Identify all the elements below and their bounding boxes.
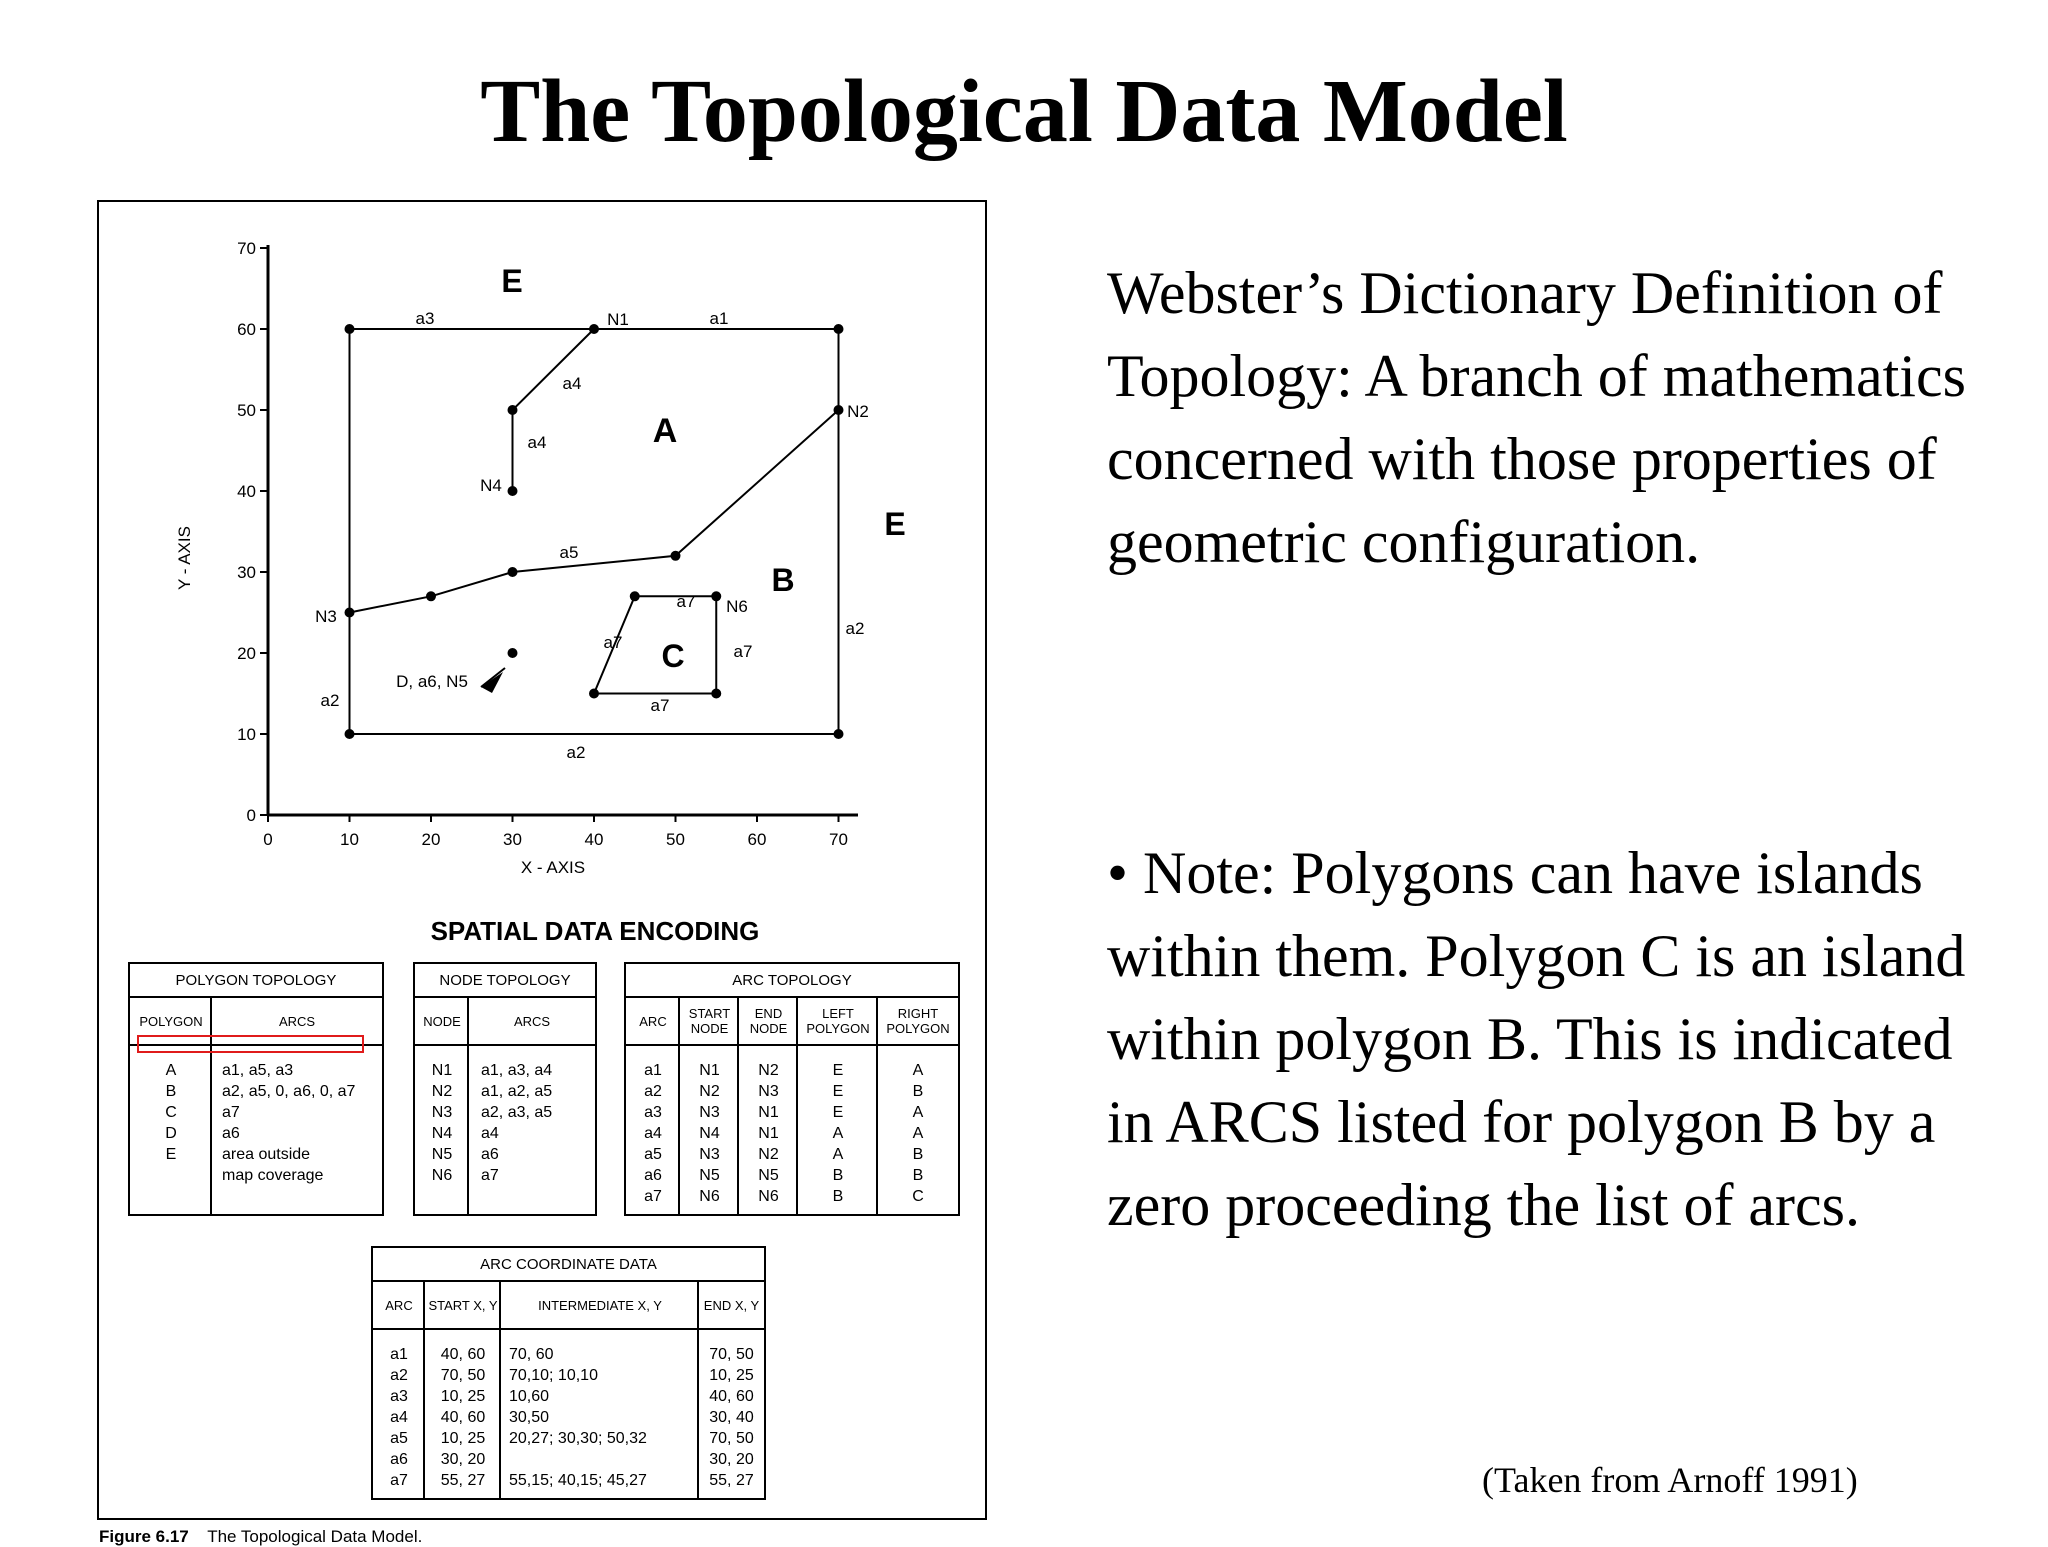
arcs-column-header: ARCS	[212, 998, 382, 1046]
arc-label-a7-bottom: a7	[650, 696, 670, 715]
table-cell: N4	[699, 1125, 720, 1142]
table-cell: 70, 50	[709, 1346, 754, 1363]
arc-coordinate-table	[371, 1246, 766, 1500]
x-tick-label: 60	[747, 830, 767, 849]
arc-label-a4-top: a4	[562, 374, 582, 393]
table-cell: a4	[644, 1125, 662, 1142]
table-cell: 10,60	[509, 1388, 550, 1405]
polygon-label-a: A	[652, 412, 678, 450]
table-cell: B	[912, 1083, 924, 1100]
table-cell: a2	[644, 1083, 662, 1100]
y-axis-label: Y - AXIS	[175, 526, 194, 590]
table-cell: B	[832, 1167, 844, 1184]
table-cell: 70, 50	[709, 1430, 754, 1447]
table-cell: a1, a2, a5	[481, 1083, 553, 1100]
x-tick-label: 50	[666, 830, 685, 849]
table-cell: N3	[699, 1146, 720, 1163]
table-cell: N6	[431, 1167, 453, 1184]
coord-intermediate-column-header: INTERMEDIATE X, Y	[501, 1282, 699, 1330]
arc-label-a3: a3	[415, 309, 435, 328]
polygon-label-c: C	[661, 638, 685, 674]
node-label-n3: N3	[315, 607, 337, 626]
polygon-label-e-top: E	[501, 263, 523, 299]
polygon-column-header: POLYGON	[130, 998, 212, 1046]
table-cell: B	[832, 1188, 844, 1205]
arc-label-a4-side: a4	[527, 433, 547, 452]
vertex-point	[589, 324, 599, 334]
island-note: • Note: Polygons can have islands within them. Polygon C is an island within polygon B. This is indicated in ARCS listed for polygon B by a zero proceeding the list of arcs.	[1107, 840, 1966, 1238]
node-column-header: NODE	[415, 998, 469, 1046]
table-cell: N2	[758, 1062, 779, 1079]
table-cell: a1, a5, a3	[222, 1062, 294, 1079]
table-cell: a6	[390, 1451, 408, 1468]
table-cell: a4	[390, 1409, 408, 1426]
arc-line-a4	[513, 329, 595, 491]
vertex-point	[508, 567, 518, 577]
arc-label-a2-right: a2	[845, 619, 865, 638]
table-cell: 30, 40	[709, 1409, 754, 1426]
table-cell: a7	[222, 1104, 240, 1121]
table-cell: N3	[431, 1104, 453, 1121]
arc-label-a5: a5	[559, 543, 579, 562]
left-polygon-column-header: LEFT POLYGON	[798, 998, 878, 1046]
table-cell: N6	[699, 1188, 720, 1205]
node-label-n6: N6	[726, 597, 748, 616]
coord-arc-column	[373, 1330, 425, 1498]
vertex-point	[345, 608, 355, 618]
node-arcs-column	[481, 1046, 595, 1214]
table-cell: 40, 60	[440, 1409, 486, 1426]
table-cell: N6	[758, 1188, 779, 1205]
table-cell: 70, 60	[509, 1346, 554, 1363]
table-cell: a1	[390, 1346, 408, 1363]
node-label-n2: N2	[847, 402, 869, 421]
coord-arc-column-header: ARC	[373, 1282, 425, 1330]
table-cell: N2	[699, 1083, 720, 1100]
end-node-column	[739, 1046, 798, 1214]
table-cell: N1	[758, 1104, 779, 1121]
table-cell: N4	[431, 1125, 453, 1142]
table-cell: B	[165, 1083, 177, 1100]
arc-label-a1: a1	[709, 309, 729, 328]
x-tick-label: 30	[503, 830, 522, 849]
x-axis-label: X - AXIS	[520, 858, 586, 877]
table-cell: area outside	[222, 1146, 311, 1163]
node-label-d: D, a6, N5	[396, 672, 468, 691]
node-topology-title: NODE TOPOLOGY	[415, 964, 595, 998]
table-cell: 10, 25	[440, 1388, 486, 1405]
table-cell: 55, 27	[440, 1472, 486, 1489]
table-cell: 30, 20	[709, 1451, 754, 1468]
coord-end-column	[699, 1330, 764, 1498]
encoding-title: SPATIAL DATA ENCODING	[430, 916, 760, 946]
table-cell: 70,10; 10,10	[509, 1367, 598, 1384]
table-cell: a5	[644, 1146, 662, 1163]
table-cell: a3	[644, 1104, 662, 1121]
right-polygon-column	[878, 1046, 958, 1214]
node-label-n4: N4	[480, 476, 502, 495]
table-cell: A	[912, 1062, 924, 1079]
arc-coordinate-title: ARC COORDINATE DATA	[373, 1248, 764, 1282]
table-cell: E	[832, 1083, 844, 1100]
end-node-column-header: END NODE	[739, 998, 798, 1046]
table-cell: 40, 60	[709, 1388, 754, 1405]
figure-number: Figure 6.17	[99, 1527, 189, 1546]
node-id-column	[415, 1046, 469, 1214]
table-cell: a6	[644, 1167, 662, 1184]
table-cell: E	[832, 1104, 844, 1121]
table-cell: N5	[431, 1146, 453, 1163]
citation: (Taken from Arnoff 1991)	[1482, 1460, 1858, 1500]
x-tick-label: 0	[263, 830, 273, 849]
y-tick-label: 10	[237, 725, 256, 744]
table-cell: 55, 27	[709, 1472, 754, 1489]
table-cell: 10, 25	[709, 1367, 754, 1384]
table-cell: C	[165, 1104, 177, 1121]
x-tick-label: 40	[584, 830, 604, 849]
table-cell: A	[912, 1104, 924, 1121]
table-cell: 30,50	[509, 1409, 550, 1426]
right-polygon-column-header: RIGHT POLYGON	[878, 998, 958, 1046]
table-cell: 70, 50	[440, 1367, 486, 1384]
table-cell: a2	[390, 1367, 408, 1384]
table-cell: A	[165, 1062, 177, 1079]
y-tick-label: 60	[237, 320, 256, 339]
polygon-label-e-right: E	[884, 506, 906, 542]
table-cell: a4	[481, 1125, 499, 1142]
map-axes	[268, 245, 858, 815]
table-cell: D	[165, 1125, 177, 1142]
table-cell: map coverage	[222, 1167, 324, 1184]
polygon-topology-table	[128, 962, 384, 1216]
table-cell: A	[912, 1125, 924, 1142]
table-cell: N2	[431, 1083, 453, 1100]
vertex-point	[834, 729, 844, 739]
table-cell: N2	[758, 1146, 779, 1163]
table-cell: N1	[758, 1125, 779, 1142]
vertex-point	[834, 405, 844, 415]
x-tick-label: 20	[421, 830, 441, 849]
vertex-point	[671, 551, 681, 561]
figure-caption	[99, 1527, 422, 1547]
polygon-label-b: B	[771, 562, 795, 598]
node-label-n1: N1	[607, 310, 629, 329]
y-tick-label: 40	[237, 482, 256, 501]
table-cell: a7	[390, 1472, 408, 1489]
y-tick-label: 50	[237, 401, 256, 420]
vertex-point	[345, 324, 355, 334]
y-tick-label: 70	[237, 239, 256, 258]
arc-label-a2-left: a2	[320, 691, 340, 710]
vertex-point	[711, 689, 721, 699]
coord-end-column-header: END X, Y	[699, 1282, 764, 1330]
left-polygon-column	[798, 1046, 878, 1214]
x-tick-label: 70	[829, 830, 848, 849]
arc-id-column	[626, 1046, 680, 1214]
figure-caption-text: The Topological Data Model.	[207, 1527, 423, 1546]
arc-topology-title: ARC TOPOLOGY	[626, 964, 958, 998]
table-cell: 10, 25	[440, 1430, 486, 1447]
table-cell: N5	[758, 1167, 779, 1184]
table-cell: A	[832, 1125, 844, 1142]
topology-definition: Webster’s Dictionary Definition of Topology: A branch of mathematics concerned with those properties of geometric configuration.	[1107, 260, 1966, 575]
coord-intermediate-column	[509, 1330, 697, 1498]
table-cell: N3	[758, 1083, 779, 1100]
table-cell: a6	[222, 1125, 240, 1142]
table-cell: a3	[390, 1388, 408, 1405]
arc-label-a7-left: a7	[603, 633, 623, 652]
arc-label-a7-top: a7	[676, 592, 696, 611]
vertex-point	[345, 729, 355, 739]
vertex-point	[630, 591, 640, 601]
table-cell: B	[912, 1167, 924, 1184]
table-cell: a2, a3, a5	[481, 1104, 553, 1121]
table-cell: a5	[390, 1430, 408, 1447]
polygon-arcs-column	[222, 1046, 382, 1214]
arc-label-a7-right: a7	[733, 642, 753, 661]
table-cell: 40, 60	[440, 1346, 486, 1363]
coord-start-column-header: START X, Y	[425, 1282, 501, 1330]
vertex-point	[508, 405, 518, 415]
table-cell: a7	[481, 1167, 499, 1184]
table-cell: A	[832, 1146, 844, 1163]
y-tick-label: 30	[237, 563, 256, 582]
x-tick-label: 10	[340, 830, 359, 849]
table-cell: E	[832, 1062, 844, 1079]
start-node-column	[680, 1046, 739, 1214]
table-cell: 20,27; 30,30; 50,32	[509, 1430, 647, 1447]
arc-topology-table	[624, 962, 960, 1216]
arrow-head-icon	[481, 672, 503, 693]
table-cell: E	[165, 1146, 177, 1163]
arc-column-header: ARC	[626, 998, 680, 1046]
table-cell: a2, a5, 0, a6, 0, a7	[222, 1083, 356, 1100]
arc-label-a2-bottom: a2	[566, 743, 586, 762]
start-node-column-header: START NODE	[680, 998, 739, 1046]
vertex-point	[508, 648, 518, 658]
y-tick-label: 20	[237, 644, 256, 663]
vertex-point	[834, 324, 844, 334]
slide-title: The Topological Data Model	[480, 62, 1568, 161]
table-cell: a7	[644, 1188, 662, 1205]
table-cell	[509, 1449, 697, 1470]
table-cell: N3	[699, 1104, 720, 1121]
table-cell: N5	[699, 1167, 720, 1184]
table-cell: 55,15; 40,15; 45,27	[509, 1472, 647, 1489]
table-cell: N1	[699, 1062, 720, 1079]
highlight-box	[137, 1035, 364, 1053]
table-cell: a1, a3, a4	[481, 1062, 553, 1079]
table-cell: 30, 20	[440, 1451, 486, 1468]
y-tick-label: 0	[246, 806, 256, 825]
vertex-point	[589, 689, 599, 699]
table-cell: B	[912, 1146, 924, 1163]
table-cell: a6	[481, 1146, 499, 1163]
arc-line-a5	[350, 410, 839, 613]
table-cell: C	[912, 1188, 924, 1205]
node-topology-table	[413, 962, 597, 1216]
vertex-point	[508, 486, 518, 496]
polygon-id-column	[130, 1046, 212, 1214]
vertex-point	[426, 591, 436, 601]
table-cell: N1	[431, 1062, 453, 1079]
table-cell: a1	[644, 1062, 662, 1079]
coord-start-column	[425, 1330, 501, 1498]
node-arcs-column-header: ARCS	[469, 998, 595, 1046]
polygon-topology-title: POLYGON TOPOLOGY	[130, 964, 382, 998]
vertex-point	[711, 591, 721, 601]
